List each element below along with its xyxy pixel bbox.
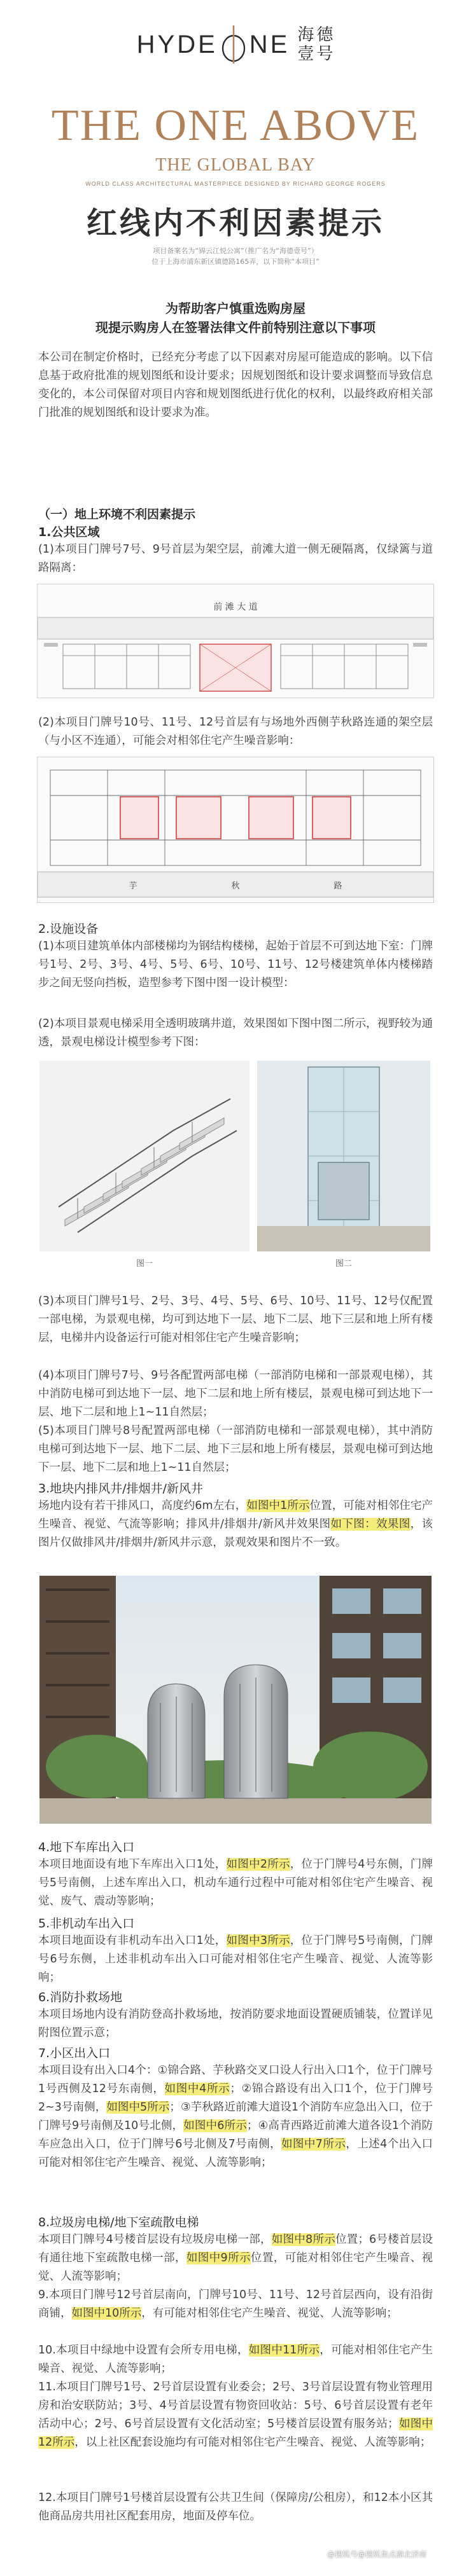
project-note-line: 位于上海市浦东新区镇德路165弄，以下简称“本项目” xyxy=(151,258,320,266)
text-run: 本项目地面设有非机动车出入口1处， xyxy=(38,1934,227,1947)
facilities-paragraph-2: (2)本项目景观电梯采用全透明玻璃井道，效果图如下图中图二所示，视野较为通透，景观电梯设计模型参考下图： xyxy=(38,1017,433,1049)
plan-2-road-label-right: 路 xyxy=(334,881,342,891)
logo-cn-char: 号 xyxy=(316,45,334,64)
floor-plan-1 xyxy=(37,584,434,698)
section-title: 1.公共区域 xyxy=(38,525,100,539)
text-run: 场地内设有若干排风口，高度约6m左右， xyxy=(38,1499,247,1512)
plan-1-road-label: 前 滩 大 道 xyxy=(213,602,258,612)
exhaust-vent-rendering xyxy=(39,1576,432,1824)
section-title: 3.地块内排风井/排烟井/新风井 xyxy=(38,1482,203,1496)
text-run: 10.本项目中绿地中设置有会所专用电梯， xyxy=(38,2344,249,2357)
exhaust-vent-illustration xyxy=(39,1576,432,1824)
garbage-elevator-paragraph xyxy=(38,2231,433,2286)
text-run: 位置，可能对相邻住宅产生噪音、视觉、气流等影响；排风井/排烟井/新风井效果图 xyxy=(38,1499,433,1531)
text-run: 9.本项目门牌号12号首层南向，门牌号10号、11号、12号首层西向，设有沿街商铺， xyxy=(38,2289,433,2320)
section-title: 5.非机动车出入口 xyxy=(38,1917,135,1931)
brand-logo xyxy=(0,24,471,65)
public-toilet-paragraph: 12.本项目门牌号1号楼首层设置有公共卫生间（保障房/公租房），和12本小区其他商品房共用社区配套用房，地面及停车位。 xyxy=(38,2491,433,2523)
section-title: 2.设施设备 xyxy=(38,922,99,936)
section-title: 4.地下车库出入口 xyxy=(38,1840,135,1854)
highlight-ref: 如图中8所示 xyxy=(271,2233,335,2246)
logo-cn-char: 德 xyxy=(316,25,334,45)
exhaust-paragraph xyxy=(38,1497,433,1552)
section-heading: （一）地上环境不利因素提示 xyxy=(38,507,196,521)
plan-2-road-label-left: 芋 xyxy=(129,881,137,891)
facilities-paragraph-4: (4)本项目门牌号7号、9号各配置两部电梯（一部消防电梯和一部景观电梯），其中消防电梯可到达地下一层、地下二层和地上所有楼层，景观电梯可到达地下一层、地下二层和地上1~11自然层； xyxy=(38,1369,433,1419)
text-run: 本项目门牌号4号楼首层设有垃圾房电梯一部， xyxy=(38,2233,272,2246)
text-run: 11.本项目门牌号1号、2号首层设置有业委会；2号、3号首层设置有物业管理用房和治安联防站；3号、4号首层设置有物资回收站：5号、6号首层设置有老年活动中心；2号、6号首层设置有文化活动室；5号楼首层设置有服务站； xyxy=(38,2381,433,2430)
highlight-ref: 如图中11所示 xyxy=(248,2344,320,2357)
section-title: 7.小区出入口 xyxy=(38,2046,111,2060)
text-run: ，位于门牌号4号东侧，门牌号5号南侧，上述车库出入口，机动车通行过程中可能对相邻住宅产生噪音、视觉、废气、震动等影响； xyxy=(38,1858,433,1908)
page-title: 红线内不利因素提示 xyxy=(86,205,384,241)
facilities-paragraph-5: (5)本项目门牌号8号配置两部电梯（一部消防电梯和一部景观电梯），其中消防电梯可到达地下一层、地下二层、地下三层和地上所有楼层，景观电梯可到达地下一层、地下二层和地上1~11自然层； xyxy=(38,1424,433,1474)
figure-2-caption: 图二 xyxy=(335,1259,352,1269)
club-elevator-paragraph xyxy=(38,2341,433,2378)
highlight-ref: 如图中5所示 xyxy=(106,2101,170,2114)
floor-plan-2 xyxy=(37,757,434,903)
section-title: 8.垃圾房电梯/地下室疏散电梯 xyxy=(38,2215,199,2229)
highlight-ref: 如图中9所示 xyxy=(186,2252,251,2264)
plan-2-road-label-mid: 秋 xyxy=(231,881,240,891)
watermark: @搜狐号@搜狐焦点湖北济南 xyxy=(327,2550,426,2559)
floor-plan-1-drawing xyxy=(38,584,433,698)
bike-entrance-paragraph xyxy=(38,1932,433,1987)
logo-latin-right: NE xyxy=(249,30,290,59)
logo-chinese xyxy=(296,25,334,64)
highlight-ref: 如图中12所示 xyxy=(38,2418,433,2449)
facilities-paragraph-3: (3)本项目门牌号1号、2号、3号、4号、5号、6号、10号、11号、12号仅配置一部电梯，为景观电梯，均可到达地下一层、地下二层、地下三层和地上所有楼层，电梯井内设备运行可能对相邻住宅产生噪音影响； xyxy=(38,1295,433,1344)
text-run: ，上述4个出入口可能对相邻住宅产生噪音、视觉、人流等影响； xyxy=(38,2138,433,2169)
highlight-ref: 如下图：效果图 xyxy=(330,1518,411,1531)
project-note-line: 项目备案名为“锦云江悦公寓”（推广名为“海德壹号”） xyxy=(153,247,318,255)
stair-model-icon xyxy=(39,1061,250,1251)
floor-plan-2-drawing xyxy=(38,757,433,902)
garage-paragraph xyxy=(38,1856,433,1911)
text-run: 位置，可能对相邻住宅产生噪音、视觉、人流等影响； xyxy=(38,2252,433,2283)
highlight-ref: 如图中1所示 xyxy=(246,1499,310,1512)
public-area-paragraph-1: (1)本项目门牌号7号、9号首层为架空层，前滩大道一侧无硬隔离，仅绿篱与道路隔离： xyxy=(38,543,433,574)
figure-1-stair-model xyxy=(39,1061,250,1251)
text-run: ，可能对相邻住宅产生噪音、视觉、人流等影响； xyxy=(38,2344,433,2375)
public-area-paragraph-2: (2)本项目门牌号10号、11号、12号首层有与场地外西侧芋秋路连通的架空层（与小区不连通），可能会对相邻住宅产生噪音影响： xyxy=(38,716,433,747)
text-run: ；④高青西路近前滩大道各设1个消防车应急出入口，位于门牌号6号北侧及7号南侧， xyxy=(38,2119,433,2151)
highlight-ref: 如图中3所示 xyxy=(226,1934,290,1947)
community-entrance-paragraph xyxy=(38,2062,433,2172)
text-run: ；②锦合路设有出入口1个，位于门牌号2~3号南侧， xyxy=(38,2083,433,2114)
fire-rescue-paragraph: 本项目场地内设有消防登高扑救场地，按消防要求地面设置硬质铺装，位置详见附图位置示意； xyxy=(38,2008,433,2039)
intro-paragraph: 本公司在制定价格时，已经充分考虑了以下因素对房屋可能造成的影响。以下信息基于政府批准的规划图纸和设计要求；因规划图纸和设计要求调整而导致信息变化的，本公司保留对项目内容和规划图纸进行优化的权利，以最终政府相关部门批准的规划图纸和设计要求为准。 xyxy=(38,351,433,419)
figure-2-elevator-model xyxy=(257,1061,430,1251)
text-run: 本项目地面设有地下车库出入口1处， xyxy=(38,1858,227,1871)
text-run: ，以上社区配套设施均有可能对相邻住宅产生噪音、视觉、人流等影响； xyxy=(74,2436,432,2449)
highlight-ref: 如图中6所示 xyxy=(183,2119,247,2132)
highlight-ref: 如图中2所示 xyxy=(226,1858,290,1871)
highlight-ref: 如图中10所示 xyxy=(71,2307,142,2320)
text-run: ，位于门牌号5号南侧，门牌号6号东侧，上述非机动车出入口可能对相邻住宅产生噪音、视觉、人流等影响； xyxy=(38,1934,433,1984)
hero-subtitle: THE GLOBAL BAY xyxy=(155,155,316,175)
highlight-ref: 如图中4所示 xyxy=(164,2083,230,2095)
text-run: 本项目设有出入口4个：①锦合路、芋秋路交叉口设人行出入口1个，位于门牌号1号西侧及12号东南侧， xyxy=(38,2064,433,2095)
text-run: ；③芋秋路近前滩大道设1个消防车应急出入口，位于门牌号9号南侧及10号北侧， xyxy=(38,2101,433,2132)
section-title: 6.消防扑救场地 xyxy=(38,1990,123,2004)
shops-paragraph xyxy=(38,2286,433,2323)
logo-cn-char: 壹 xyxy=(297,45,314,64)
text-run: 位置；6号楼首层设有通往地下室疏散电梯一部， xyxy=(38,2233,433,2264)
logo-o-mark-icon xyxy=(220,24,247,65)
text-run: ，该图片仅做排风井/排烟井/新风井示意，景观效果和图片不一致。 xyxy=(38,1518,433,1549)
intro-bold-line-2: 现提示购房人在签署法律文件前特别注意以下事项 xyxy=(95,320,376,335)
text-run: ，有可能对相邻住宅产生噪音、视觉、人流等影响； xyxy=(141,2307,398,2320)
facilities-paragraph-1: (1)本项目建筑单体内部楼梯均为钢结构楼梯，起始于首层不可到达地下室：门牌号1号、2号、3号、4号、5号、6号、10号、11号、12号楼建筑单体内楼梯踏步之间无竖向挡板，造型参考下图中图一设计模型： xyxy=(38,940,433,989)
intro-bold-line-1: 为帮助客户慎重选购房屋 xyxy=(165,301,306,316)
project-note xyxy=(0,245,471,267)
glass-elevator-icon xyxy=(257,1061,430,1251)
hero-title: THE ONE ABOVE xyxy=(51,101,420,150)
figure-1-caption: 图一 xyxy=(136,1259,153,1269)
highlight-ref: 如图中7所示 xyxy=(281,2138,346,2151)
logo-latin-left: HYDE xyxy=(136,30,218,59)
logo-cn-char: 海 xyxy=(297,25,314,45)
community-facilities-paragraph xyxy=(38,2378,433,2452)
hero-tagline: WORLD CLASS ARCHITECTURAL MASTERPIECE DESIGNED BY RICHARD GEORGE ROGERS xyxy=(85,181,386,187)
